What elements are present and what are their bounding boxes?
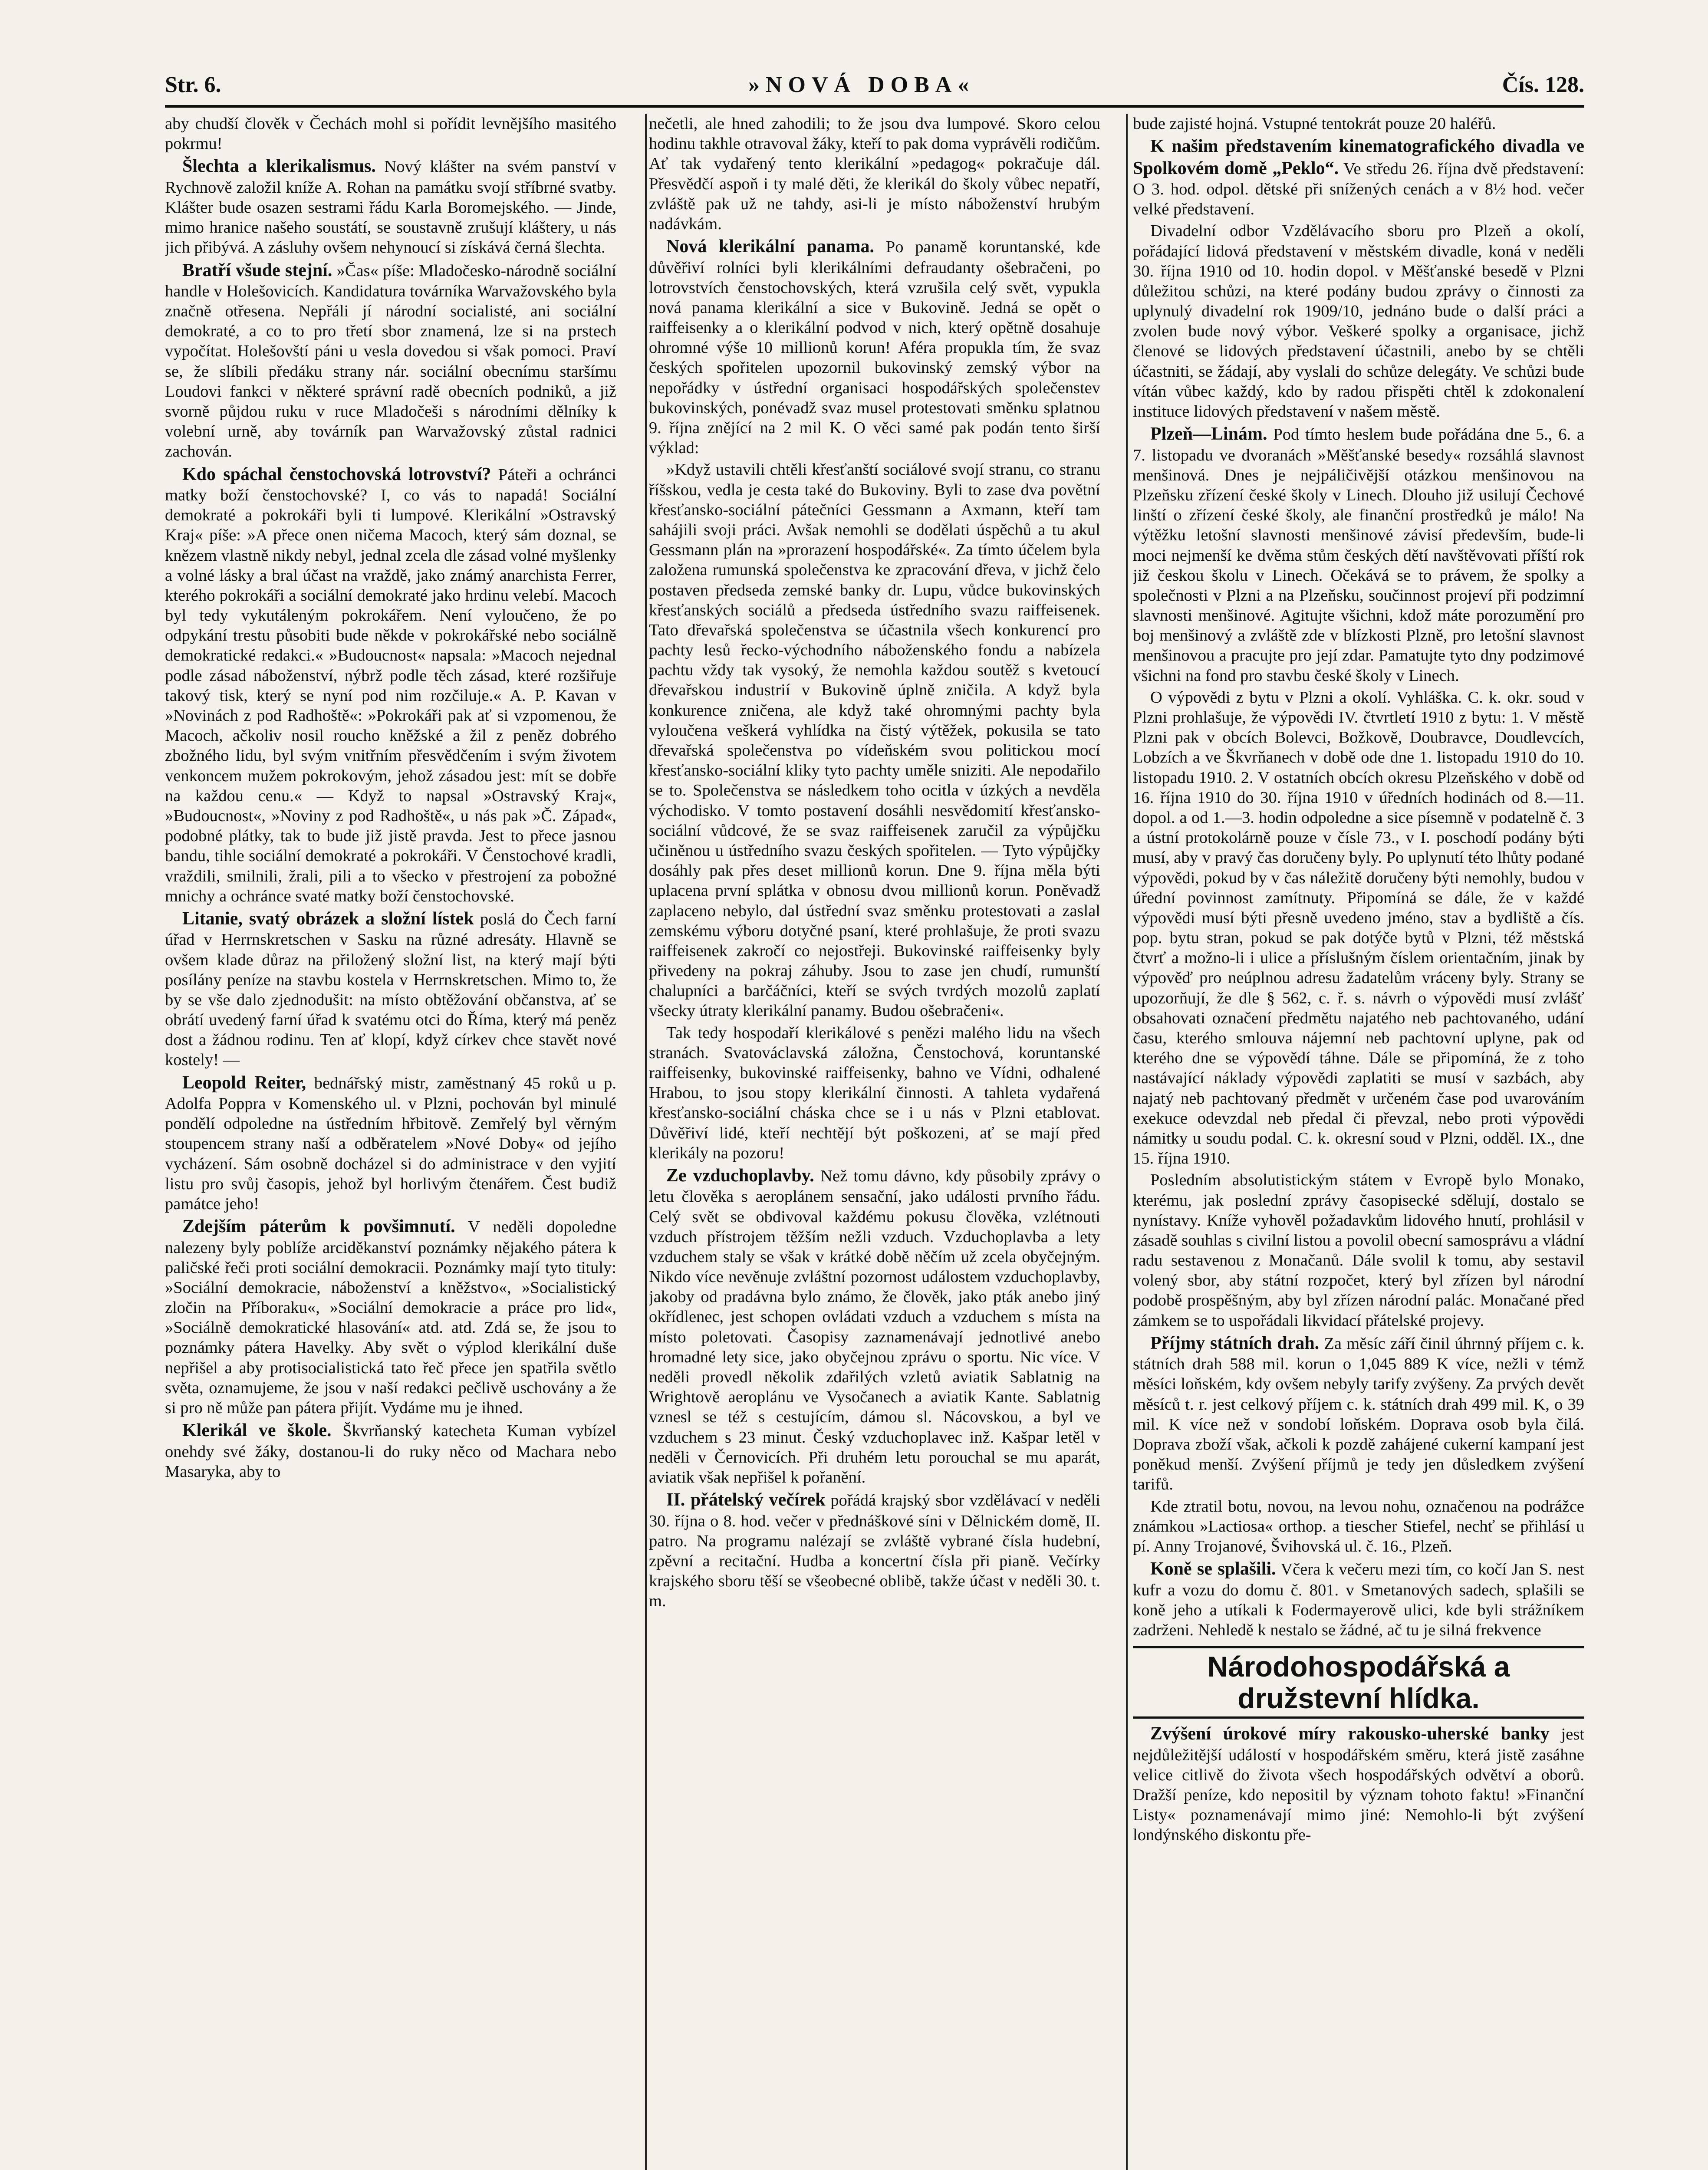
article-columns	[165, 114, 1584, 2170]
article-text: Páteři a ochránci matky boží čenstochovské? I, co vás to napadá! Sociální demokraté a pokrokáři byli ti lumpové. Klerikální »Ostravský Kraj« píše: »A přece onen ničema Macoch, který sám doznal, se knězem vlastně nikdy nebyl, jednal zcela dle zásad volné myšlenky a volné lásky a bral účast na vraždě, jako známý anarchista Ferrer, kterého pokrokáři a sociální demokraté jako hrdinu velebí. Macoch byl tedy vykutáleným pokrokářem. Není vyloučeno, že po odpykání trestu působiti bude někde v pokrokářské nebo sociálně demokratické redakci.« »Budoucnost« napsala: »Macoch nejednal podle zásad náboženství, nýbrž podle těch zásad, které rozšiřuje takový tisk, který se nyní pod nim rozčiluje.« A. P. Kavan v »Novinách z pod Radhoště«: »Pokrokáři pak ať si vzpomenou, že Macoch, ačkoliv nosil roucho kněžské a žil z peněz dobrého zbožného lidu, byl svým vnitřním přesvědčením i svým životem venkoncem mužem pokrokovým, jehož zásadou jest: mít se dobře na každou cenu.« — Když to napsal »Ostravský Kraj«, »Budoucnost«, »Noviny z pod Radhoště«, u nás pak »Č. Západ«, podobné plátky, tak to bude již jistě pravda. Jest to přece jasnou bandu, tihle sociální demokraté a pokrokáři. V Čenstochové kradli, vraždili, smilnili, žrali, pili a to všecko v přestrojení za pobožné mnichy a ochránce svaté matky boží čenstochovské.	[165, 465, 616, 905]
article-text: bude zajisté hojná. Vstupné tentokrát pouze 20 haléřů.	[1133, 115, 1496, 133]
article-text: O výpovědi z bytu v Plzni a okolí. Vyhláška. C. k. okr. soud v Plzni prohlašuje, že výpovědi IV. čtvrtletí 1910 z bytu: 1. V městě Plzni pak v obcích Bolevci, Božkově, Doubravce, Doudlevcích, Lobzích a ve Škvrňanech v době ode dne 1. listopadu 1910 do 10. listopadu 1910. 2. V ostatních obcích okresu Plzeňského v době od 16. října 1910 do 30. října 1910 v úředních hodinách od 8.—11. dopol. a od 1.—3. hodin odpoledne a sice písemně v podatelně č. 3 a ústní protokolárně pouze v čísle 73., v I. poschodí podány býti musí, aby v pravý čas doručeny byly. Po uplynutí této lhůty podané výpovědi, pokud by v čas náležitě doručeny býti nemohly, budou v úřední povinnost zamítnuty. Připomíná se dále, že v každé výpovědi musí býti přesně uvedeno jméno, stav a bydliště a čís. pop. bytu stran, pokud se pak dotýče bytů v Plzni, též městská čtvrť a možno-li i ulice a příslušným číslem orientačním, jinak by výpověď pro neúplnou adresu žadatelům vráceny byly. Strany se upozorňují, že dle § 562, c. ř. s. návrh o výpovědi musí zvlášť obsahovati označení předmětu najatého neb pachtovaného, udání času, kterého smlouva nájemní neb pachtovní uplyne, pak od kterého dne se výpovědí táhne. Dále se připomíná, že z toho nastávající náklady výpovědi zaplatiti se musí v sazbách, aby najatý neb pachtovaný předmět v určeném čase pod uvarováním exekuce odevzdal neb předal či převzal, nebo proti výpovědi námitky u soudu podal. C. k. okresní soud v Plzni, odděl. IX., dne 15. října 1910.	[1133, 688, 1584, 1168]
article-text: Pod tímto heslem bude pořádána dne 5., 6. a 7. listopadu ve dvoranách »Měšťanské besedy« rozsáhlá slavnost menšinová. Dnes je nejpáličivější otázkou menšinovou na Plzeňsku zřízení české školy v Linech. Dlouho již usilují Čechové linští o zřízení české školy, ale finanční prostředků je málo! Na výtěžku letošní slavnosti menšinové závisí především, bude-li moci nejmenší ke dvěma stům českých dětí navštěvovati příští rok již českou školu v Linech. Očekává se to právem, že spolky a společnosti v Plzni a na Plzeňsku, součinnost projeví při podzimní slavnosti menšinové. Agitujte všichni, kdož máte porozumění pro boj menšinový a zvláště zde v blízkosti Plzně, pro letošní slavnost menšinovou a pracujte pro její zdar. Pamatujte tyto dny podzimové všichni na fond pro stavbu české školy v Linech.	[1133, 425, 1584, 685]
article-text: Nový klášter na svém panství v Rychnově založil kníže A. Rohan na památku svojí stříbrné svatby. Klášter bude osazen sestrami řádu Karla Boromejského. — Jinde, mimo hranice našeho soustátí, se soustavně zrušují kláštery, u nás jich přibývá. A zásluhy ovšem nehynoucí si získává černá šlechta.	[165, 158, 616, 257]
article-headline: Bratří všude stejní.	[182, 260, 332, 280]
article-text: Ve středu 26. října dvě představení: O 3. hod. odpol. dětské při snížených cenách a v 8½ hod. večer velké představení.	[1133, 159, 1584, 219]
section-heading: Národohospodářská a družstevní hlídka.	[1133, 1646, 1584, 1719]
article-paragraph	[1133, 1558, 1584, 1640]
article-headline: Plzeň—Linám.	[1150, 424, 1267, 444]
article-paragraph	[1133, 423, 1584, 686]
article-headline: Zdejším páterům k povšimnutí.	[182, 1217, 455, 1237]
article-text: Než tomu dávno, kdy působily zprávy o letu člověka s aeroplánem sensační, jako události prvního řádu. Celý svět se obdivoval každému pokusu člověka, vzlétnouti vzduch přístrojem těžším nežli vzduch. Vzduchoplavba a lety vzduchem staly se však v krátké době něčím už zcela obyčejným. Nikdo více nevěnuje zvláštní pozornost událostem vzduchoplavby, jakoby od pradávna bylo známo, že člověk, jako pták anebo jiný okřídlenec, jest schopen ovládati vzduch a vzduchem s místa na místo poletovati. Časopisy zaznamenávají jednotlivé anebo hromadné lety sice, jako obyčejnou zprávu o sportu. Nic více. V neděli provedl několik zdařilých vzletů aviatik Sablatnig na Wrightově aeroplánu ve Vysočanech a aviatik Kante. Sablatnig vznesl se též s cestujícím, dámou sl. Nácovskou, a byl ve vzduchem s 23 minut. Český vzduchoplavec inž. Kašpar letěl v neděli v Černovicích. Při druhém letu porouchal se mu aparát, aviatik však nepřišel k pořanění.	[649, 1167, 1100, 1486]
article-text: »Když ustavili chtěli křesťanští sociálové svojí stranu, co stranu říšskou, vedla je cesta také do Bukoviny. Byli to zase dva povětní křesťansko-sociální pátečníci Gessmann a Axmann, kteří tam sahájili svoji práci. Avšak nemohli se dodělati úspěchů a tu akul Gessmann plán na »prorazení hospodářské«. Za tímto účelem byla založena rumunská společenstva ke zpracování dřeva, v jichž čelo postaven předseda zemské banky dr. Lupu, vůdce bukovinských křesťanských sociálů a předseda ústředního svazu raiffeisenek. Tato dřevařská společenstva se účastnila všech konkurencí pro pachty lesů řecko-východního náboženského fondu a nabízela pachtu vždy tak vysoký, že nemohla každou soutěž s kvetoucí dřevařskou industrií v Bukovině úplně zničila. A když byla konkurence zničena, ale když také ohromnými pachty byla vyloučena veškerá vyhlídka na čistý výtěžek, pokusila se tato dřevařská společenstva po vídeňském svou politickou mocí křesťansko-sociální kliky tyto pachty uměle sniziti. Ale nepodařilo se to. Společenstva se následkem toho ocitla v úzkých a nevděla východisko. V tomto postavení dosáhli nesvědomití křesťansko-sociální vůdcové, že se svaz raiffeisenek zaručil za výpůjčku učiněnou u ústředního svazu českých spořitelen. — Tyto výpůjčky dosáhly pak přes deset millionů korun. Dne 9. října měla býti uplacena první splátka v obnosu dvou millionů korun. Poněvadž zaplaceno nebylo, dal ústřední svaz směnku protestovati a zaslal zemskému výboru dotyčné psaní, které prohlašuje, že proti svazu raiffeisenek zakročí co nejostřeji. Bukovinské raiffeisenky byly přivedeny na pokraj záhuby. Jsou to zase jen chudí, rumunští chalupníci a barčáčníci, kteří se svých tvrdých mozolů zaplatí všecky útraty klerikální panamy. Budou ošebračeni«.	[649, 460, 1100, 1020]
article-paragraph	[649, 460, 1100, 1021]
article-headline: Leopold Reiter,	[182, 1072, 306, 1093]
article-text: Po panamě koruntanské, kde důvěřiví rolníci byli klerikálními defraudanty ošebračeni, po lotrovstvích čenstochovských, která vzrušila celý svět, vypukla nová panama klerikální a sice v Bukovině. Jedná se opět o raiffeisenky a o klerikální podvod v nich, který opětně dosahuje ohromné výše 10 millionů korun! Aféra propukla tím, že svaz českých spořitelen upozornil bukovinský zemský výbor na nepořádky v ústřední organisaci hospodářských společenstev bukovinských, ponévadž svaz musel protestovati směnku splatnou 9. října znějící na 2 mil K. O věci samé pak podán tento širší výklad:	[649, 238, 1100, 457]
article-paragraph	[649, 1023, 1100, 1163]
article-paragraph	[165, 1072, 616, 1214]
article-headline: Příjmy státních drah.	[1150, 1333, 1320, 1353]
article-text: poslá do Čech farní úřad v Herrnskretschen v Sasku na různé adresáty. Hlavně se ovšem klade důraz na přiložený složní list, na který mají býti posílány peníze na stavbu kostela v Herrnskretschen. Mimo to, že by se vše dalo zjednodušit: na místo obtěžování občanstva, ať se obrátí uvedený farní úřad k svatému otci do Říma, který má peněz dost a žádnou rodinu. Ten ať klopí, když církev chce stavět nové kostely! —	[165, 910, 616, 1069]
article-paragraph	[165, 155, 616, 257]
article-text: Tak tedy hospodaří klerikálové s penězi malého lidu na všech stranách. Svatováclavská záložna, Čenstochová, koruntanské raiffeisenky, bukovinské raiffeisenky, bahno ve Vídni, odhalené Hrabou, to jsou stopy klerikální činnosti. A tahleta vydařená křesťansko-sociální cháska chce se i u nás v Plzni etablovat. Důvěřiví lidé, kteří nechtějí být poškozeni, ať se mají před klerikály na pozoru!	[649, 1023, 1100, 1162]
article-paragraph	[1133, 687, 1584, 1169]
article-text: Včera k večeru mezi tím, co kočí Jan S. nest kufr a vozu do domu č. 801. v Smetanových sadech, splašili se koně jeho a utíkali k Fodermayerově ulici, kde byli strážníkem zadrženi. Nehledě k nestalo se žádné, ač tu je silná frekvence	[1133, 1560, 1584, 1639]
article-text: nečetli, ale hned zahodili; to že jsou dva lumpové. Skoro celou hodinu takhle otravoval žáky, kteří to pak doma vyprávěli rodičům. Ať tak vydařený tento klerikální »pedagog« pokračuje dál. Přesvědčí aspoň i ty malé děti, že klerikál do školy vůbec nepatří, zvláště pak už ne tahdy, asi-li je místo náboženství hrubým nadávkám.	[649, 115, 1100, 233]
article-paragraph	[1133, 221, 1584, 421]
article-text: Posledním absolutistickým státem v Evropě bylo Monako, kterému, jak poslední zprávy časopisecké sdělují, dostalo se nynístavy. Kníže vyhověl požadavkům lidového hnutí, prohlásil v zásadě souhlas s civilní listou a povolil obecní samosprávu a vládní radu sestavenou z Monačanů. Dále svolil k tomu, aby sestavil volený sbor, aby státní rozpočet, který byl zřízen byl národní podobě prospěšným, aby byl zřízen národní palác. Monačané před zámkem se to uspořádali likvidací přátelské projevy.	[1133, 1171, 1584, 1330]
column-2	[649, 114, 1100, 2170]
article-text: aby chudší člověk v Čechách mohl si pořídit levnějšího masitého pokrmu!	[165, 115, 616, 153]
article-paragraph	[649, 236, 1100, 458]
article-paragraph	[1133, 1332, 1584, 1495]
article-headline: Koně se splašili.	[1150, 1559, 1276, 1579]
article-headline: Nová klerikální panama.	[666, 237, 874, 257]
article-paragraph	[165, 908, 616, 1070]
article-headline: Klerikál ve škole.	[182, 1420, 332, 1441]
issue-number: Čís. 128.	[1502, 72, 1584, 97]
page-header	[165, 65, 1584, 104]
article-headline: Zvýšení úrokové míry rakousko-uherské banky	[1150, 1724, 1550, 1744]
column-1	[165, 114, 616, 2170]
article-paragraph	[1133, 114, 1584, 134]
article-headline: Šlechta a klerikalismus.	[182, 156, 376, 177]
page-number: Str. 6.	[165, 72, 221, 97]
article-paragraph	[1133, 1496, 1584, 1557]
article-paragraph	[1133, 135, 1584, 219]
article-paragraph	[165, 464, 616, 906]
article-text: »Čas« píše: Mladočesko-národně sociální handle v Holešovicích. Kandidatura továrníka Warvažovského byla značně otřesena. Nepřáli jí národní socialisté, ani sociální demokraté, a co to pro třetí sbor znamená, lze si na prstech vypočítat. Holešovští páni u vesla dovedou si však pomoci. Praví se, že slíbili předáku strany nár. sociální obecnímu staršímu Loudovi fankci v některé správní radě obecních podniků, a již svorně půjdou ruku v ruce Mladočeši s národními dělníky k volební urně, aby továrník pan Warvažovský zůstal radnici zachován.	[165, 261, 616, 461]
article-headline: II. přátelský večírek	[666, 1490, 826, 1510]
article-headline: K našim představením kinematografického divadla ve Spolkovém domě „Peklo“.	[1133, 136, 1584, 178]
newspaper-title: »NOVÁ DOBA«	[748, 72, 975, 97]
article-paragraph	[165, 1216, 616, 1418]
column-divider	[645, 114, 647, 2170]
article-text: bednářský mistr, zaměstnaný 45 roků u p. Adolfa Poppra v Komenského ul. v Plzni, pochován byl minulé pondělí odpoledne na ústředním hřbitově. Zemřelý byl věrným stoupencem strany naší a odběratelem »Nové Doby« od jejího vycházení. Sám osobně docházel si do administrace v den vyjití listu pro svůj časopis, jehož byl horlivým čtenářem. Čest budiž památce jeho!	[165, 1074, 616, 1213]
article-text: Za měsíc září činil úhrnný příjem c. k. státních drah 588 mil. korun o 1,045 889 K více, nežli v témž měsíci loňském, kdy ovšem nebyly tarify zvýšeny. Za prvých devět měsíců t. r. jest celkový příjem c. k. státních drah 499 mil. K, o 39 mil. K více než v sondobí loňském. Doprava osob byla čilá. Doprava zboží však, ačkoli k pozdě zahájené cukerní kampaní jest poněkud menší. Zvýšení příjmů je tedy jen důsledkem zvýšení tarifů.	[1133, 1334, 1584, 1494]
article-paragraph	[165, 260, 616, 462]
article-paragraph	[649, 1489, 1100, 1611]
article-headline: Kdo spáchal čenstochovská lotrovství?	[182, 464, 491, 484]
article-text: V neděli dopoledne nalezeny byly poblíže arciděkanství poznámky nějakého pátera k paličské řeči proti sociální demokracii. Poznámky mají tyto tituly: »Sociální demokracie, náboženství a kněžstvo«, »Socialistický zločin na Příboraku«, »Sociální demokracie a práce pro lid«, »Sociálně demokratické hlasování« atd. atd. Zdá se, že jsou to poznámky pátera Havelky. Aby svět o výplod klerikální duše nepřišel a aby protisocialistická tato řeč přece jen spatřila světlo světa, oznamujeme, že jsou v naší redakci pečlivě uschovány a že si pro ně může pan pátera přijít. Vydáme mu je ihned.	[165, 1218, 616, 1417]
article-paragraph	[165, 1420, 616, 1482]
article-text: Škvrňanský katecheta Kuman vybízel onehdy své žáky, dostanou-li do ruky něco od Machara nebo Masaryka, aby to	[165, 1422, 616, 1481]
article-paragraph	[1133, 1170, 1584, 1331]
article-text: pořádá krajský sbor vzdělávací v neděli 30. října o 8. hod. večer v přednáškové síni v Dělnickém domě, II. patro. Na programu nalézají se zvláště vybrané čísla hudební, zpěvní a recitační. Hudba a koncertní čísla při pianě. Večírky krajského sboru těší se všeobecné oblibě, takže účast v neděli 30. t. m.	[649, 1491, 1100, 1611]
article-text: Divadelní odbor Vzdělávacího sboru pro Plzeň a okolí, pořádající lidová představení v městském divadle, koná v neděli 30. října 1910 od 10. hodin dopol. v Měšťanské besedě v Plzni důležitou schůzi, na které podány budou zprávy o činnosti za uplynulý divadelní rok 1909/10, jednáno bude o další práci a zvolen bude nový výbor. Veškeré spolky a organisace, jichž členové se lidových představení účastnili, anebo by se chtěli účastniti, se žádají, aby vyslali do schůze delegáty. Ve schůzi bude vítán vůbec každý, kdo by radou přispěti chtěl k zdokonalení instituce lidových představení v našem městě.	[1133, 222, 1584, 421]
column-divider	[1126, 114, 1128, 2170]
article-paragraph	[649, 114, 1100, 234]
column-3	[1133, 114, 1584, 2170]
article-headline: Litanie, svatý obrázek a složní lístek	[182, 908, 474, 929]
article-paragraph	[649, 1165, 1100, 1487]
article-text: Kde ztratil botu, novou, na levou nohu, označenou na podrážce známkou »Lactiosa« orthop. a tiescher Stiefel, nechť se přihlásí u pí. Anny Trojanové, Švihovská ul. č. 16., Plzeň.	[1133, 1497, 1584, 1555]
article-text: jest nejdůležitější událostí v hospodářském směru, která jistě zasáhne velice citlivě do života všech hospodářských odvětví a oborů. Dražší peníze, kdo nepositil by význam tohoto faktu! »Finanční Listy« poznamenávají mimo jiné: Nemohlo-li být zvýšení londýnského diskontu pře-	[1133, 1725, 1584, 1844]
article-paragraph	[1133, 1723, 1584, 1845]
header-rule	[165, 105, 1584, 108]
article-paragraph	[165, 114, 616, 154]
article-headline: Ze vzduchoplavby.	[666, 1165, 814, 1186]
